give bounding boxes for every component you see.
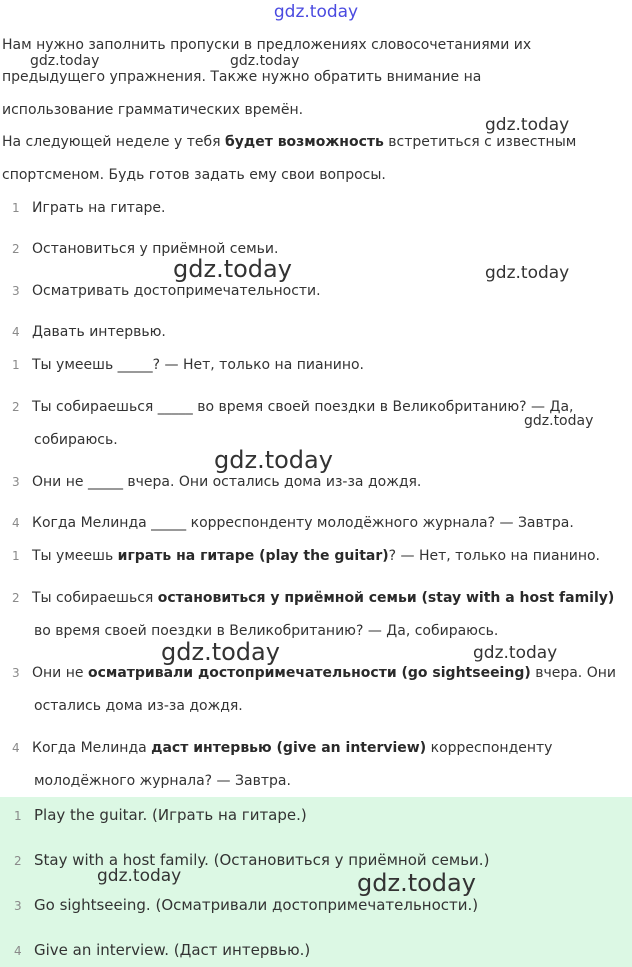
task-text-end: встретиться с известным — [383, 134, 577, 150]
watermark: gdz.today — [173, 255, 292, 283]
intro-line-1: Нам нужно заполнить пропуски в предложениях словосочетаниями их — [2, 37, 532, 53]
watermark: gdz.today — [161, 638, 280, 666]
task-highlight: будет возможность — [225, 134, 384, 150]
gap-item — [12, 474, 421, 490]
answer-item — [12, 548, 600, 564]
phrase-text: Остановиться у приёмной семьи. — [32, 241, 279, 257]
gap-text: Ты собираешься _____ во время своей поездки в Великобританию? — Да, — [32, 399, 574, 415]
phrase-item — [12, 283, 321, 299]
answer-text-continued: молодёжного журнала? — Завтра. — [34, 773, 291, 789]
answer-item — [12, 665, 616, 681]
answer-text: Ты умеешь — [32, 548, 118, 564]
answer-highlight: играть на гитаре (play the guitar) — [117, 548, 389, 564]
task-text: На следующей неделе у тебя — [2, 134, 225, 150]
item-number: 4 — [12, 741, 20, 755]
item-number: 1 — [14, 809, 22, 823]
item-number: 4 — [12, 516, 20, 530]
watermark: gdz.today — [524, 413, 594, 429]
item-number: 4 — [14, 944, 22, 958]
summary-text: Play the guitar. (Играть на гитаре.) — [34, 806, 307, 824]
phrase-text: Играть на гитаре. — [32, 200, 166, 216]
summary-item — [14, 942, 310, 959]
item-number: 1 — [12, 549, 20, 563]
item-number: 2 — [14, 854, 22, 868]
answer-text-end: вчера. Они — [530, 665, 616, 681]
gap-text: Ты умеешь _____? — Нет, только на пианино. — [32, 357, 364, 373]
item-number: 3 — [12, 666, 20, 680]
phrase-text: Осматривать достопримечательности. — [32, 283, 321, 299]
watermark: gdz.today — [485, 115, 570, 135]
summary-text: Go sightseeing. (Осматривали достопримечательности.) — [34, 896, 479, 914]
watermark: gdz.today — [30, 53, 100, 69]
answer-text: Они не — [32, 665, 88, 681]
item-number: 2 — [12, 242, 20, 256]
item-number: 3 — [14, 899, 22, 913]
watermark: gdz.today — [485, 263, 570, 283]
item-number: 2 — [12, 591, 20, 605]
item-number: 2 — [12, 400, 20, 414]
phrase-item — [12, 324, 166, 340]
answer-highlight: осматривали достопримечательности (go sightseeing) — [87, 665, 531, 681]
task-line-2: спортсменом. Будь готов задать ему свои вопросы. — [2, 167, 386, 183]
item-number: 1 — [12, 201, 20, 215]
answer-text: Ты собираешься — [32, 590, 158, 606]
answer-item — [12, 590, 614, 606]
answer-item — [12, 740, 552, 756]
gap-item — [12, 399, 573, 415]
answer-text: Когда Мелинда — [32, 740, 152, 756]
watermark: gdz.today — [357, 869, 476, 897]
phrase-text: Давать интервью. — [32, 324, 166, 340]
phrase-item — [12, 200, 165, 216]
summary-item — [14, 897, 478, 914]
gap-item — [12, 357, 364, 373]
summary-item — [14, 852, 489, 869]
gap-text: Они не _____ вчера. Они остались дома из-за дождя. — [32, 474, 422, 490]
gap-text-continued: собираюсь. — [34, 432, 118, 448]
gap-text: Когда Мелинда _____ корреспонденту молодёжного журнала? — Завтра. — [32, 515, 574, 531]
task-line-1 — [2, 134, 576, 150]
answer-text-continued: во время своей поездки в Великобританию? — Да, собираюсь. — [34, 623, 499, 639]
answer-text-end: корреспонденту — [426, 740, 553, 756]
answer-text-continued: остались дома из-за дождя. — [34, 698, 243, 714]
item-number: 1 — [12, 358, 20, 372]
intro-line-2: предыдущего упражнения. Также нужно обратить внимание на — [2, 69, 482, 85]
site-watermark-top: gdz.today — [273, 2, 359, 22]
intro-line-3: использование грамматических времён. — [2, 102, 304, 118]
summary-text: Give an interview. (Даст интервью.) — [34, 941, 311, 959]
watermark: gdz.today — [214, 446, 333, 474]
watermark: gdz.today — [97, 866, 182, 886]
watermark: gdz.today — [473, 643, 558, 663]
answer-text-end: ? — Нет, только на пианино. — [388, 548, 600, 564]
answer-highlight: даст интервью (give an interview) — [151, 740, 427, 756]
item-number: 4 — [12, 325, 20, 339]
summary-text: Stay with a host family. (Остановиться у приёмной семьи.) — [34, 851, 490, 869]
item-number: 3 — [12, 475, 20, 489]
gap-item — [12, 515, 574, 531]
watermark: gdz.today — [230, 53, 300, 69]
item-number: 3 — [12, 284, 20, 298]
answer-highlight: остановиться у приёмной семьи (stay with a host family) — [157, 590, 615, 606]
summary-item — [14, 807, 307, 824]
